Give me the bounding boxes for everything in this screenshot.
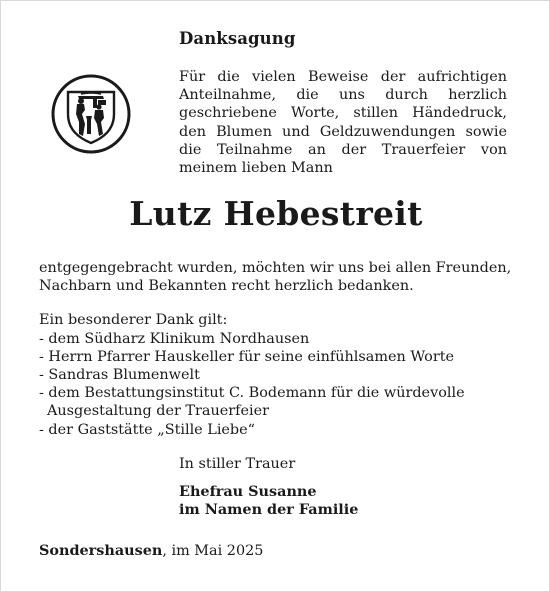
deceased-name: Lutz Hebestreit xyxy=(129,194,423,233)
miners-emblem-icon xyxy=(51,74,131,154)
list-item-continuation: Ausgestaltung der Trauerfeier xyxy=(47,403,269,420)
intro-line: geschriebene Worte, stillen Händedruck, xyxy=(179,105,507,122)
place-date xyxy=(39,542,263,560)
list-item: - dem Südharz Klinikum Nordhausen xyxy=(39,330,310,347)
list-item: - Herrn Pfarrer Hauskeller für seine einfühlsamen Worte xyxy=(39,348,455,365)
thanks-line: entgegengebracht wurden, möchten wir uns bei allen Freunden, xyxy=(39,260,512,276)
signature-family: im Namen der Familie xyxy=(179,501,359,519)
thanks-line: Nachbarn und Bekannten recht herzlich bedanken. xyxy=(39,278,414,295)
closing-phrase: In stiller Trauer xyxy=(179,456,296,472)
special-thanks-heading: Ein besonderer Dank gilt: xyxy=(39,312,228,329)
intro-line: Für die vielen Beweise der aufrichtigen xyxy=(179,69,507,85)
list-item: - Sandras Blumenwelt xyxy=(39,367,200,384)
place-name: Sondershausen xyxy=(39,542,163,559)
signature-spouse: Ehefrau Susanne xyxy=(179,483,317,501)
list-item: - der Gaststätte „Stille Liebe“ xyxy=(39,421,256,438)
intro-line: meinem lieben Mann xyxy=(179,160,333,177)
date-text: , im Mai 2025 xyxy=(162,543,264,559)
list-item: - dem Bestattungsinstitut C. Bodemann für die würdevolle xyxy=(39,385,465,402)
intro-line: den Blumen und Geldzuwendungen sowie xyxy=(179,123,507,140)
thanks-body xyxy=(39,259,519,439)
intro-line: die Teilnahme an der Trauerfeier von xyxy=(179,141,507,158)
notice-heading: Danksagung xyxy=(179,29,296,48)
intro-paragraph xyxy=(179,68,507,177)
closing-block xyxy=(179,455,358,520)
intro-line: Anteilnahme, die uns durch herzlich xyxy=(179,87,507,104)
